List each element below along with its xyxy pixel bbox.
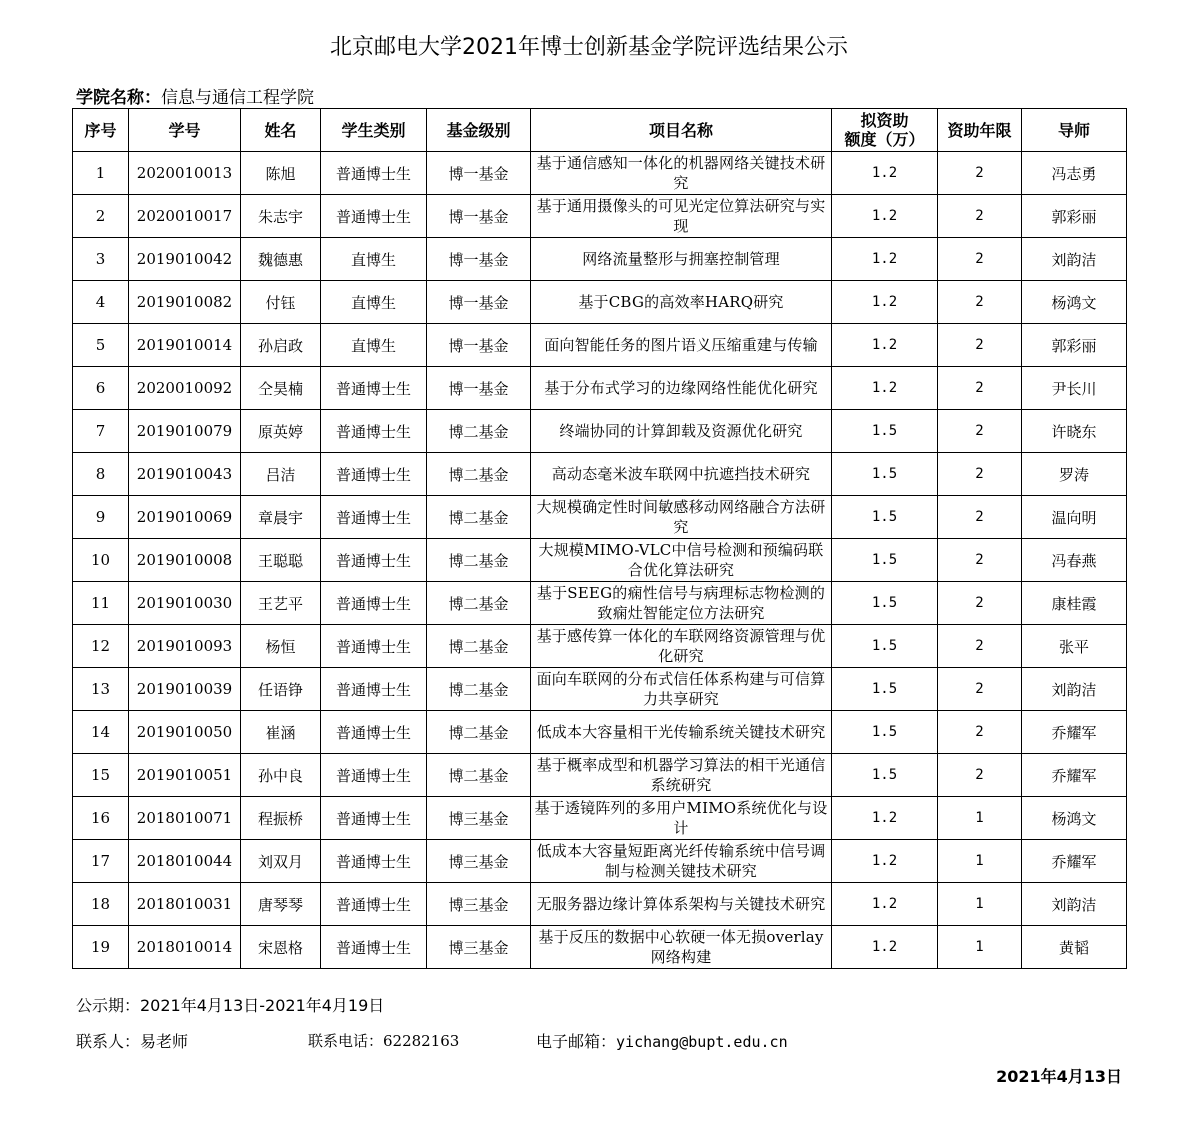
cell-project-name: 高动态毫米波车联网中抗遮挡技术研究 bbox=[531, 453, 832, 496]
table-row bbox=[73, 883, 1127, 926]
cell-student-type: 普通博士生 bbox=[321, 711, 427, 754]
cell-student-id: 2018010031 bbox=[129, 883, 241, 926]
contact-person: 联系人：易老师 bbox=[76, 1032, 189, 1051]
cell-years: 2 bbox=[938, 754, 1022, 797]
college-label: 学院名称： bbox=[76, 88, 161, 108]
cell-advisor: 张平 bbox=[1022, 625, 1127, 668]
cell-name: 宋恩格 bbox=[241, 926, 321, 969]
table-row bbox=[73, 238, 1127, 281]
contact-phone: 联系电话：62282163 bbox=[308, 1032, 460, 1050]
cell-project-name: 面向车联网的分布式信任体系构建与可信算力共享研究 bbox=[531, 668, 832, 711]
cell-years: 2 bbox=[938, 410, 1022, 453]
cell-advisor: 乔耀军 bbox=[1022, 711, 1127, 754]
cell-student-id: 2020010013 bbox=[129, 152, 241, 195]
cell-fund-level: 博二基金 bbox=[427, 711, 531, 754]
cell-index: 10 bbox=[73, 539, 129, 582]
cell-student-id: 2019010039 bbox=[129, 668, 241, 711]
cell-years: 2 bbox=[938, 367, 1022, 410]
email-address: yichang@bupt.edu.cn bbox=[616, 1033, 788, 1051]
cell-amount: 1.2 bbox=[832, 926, 938, 969]
cell-years: 2 bbox=[938, 152, 1022, 195]
header-years: 资助年限 bbox=[938, 109, 1022, 152]
cell-name: 王艺平 bbox=[241, 582, 321, 625]
cell-years: 1 bbox=[938, 883, 1022, 926]
cell-index: 13 bbox=[73, 668, 129, 711]
cell-fund-level: 博二基金 bbox=[427, 496, 531, 539]
cell-fund-level: 博二基金 bbox=[427, 582, 531, 625]
cell-years: 2 bbox=[938, 496, 1022, 539]
cell-student-type: 普通博士生 bbox=[321, 926, 427, 969]
cell-fund-level: 博二基金 bbox=[427, 668, 531, 711]
cell-project-name: 低成本大容量短距离光纤传输系统中信号调制与检测关键技术研究 bbox=[531, 840, 832, 883]
cell-student-id: 2019010008 bbox=[129, 539, 241, 582]
header-amount-line1: 拟资助 bbox=[860, 111, 909, 130]
cell-student-type: 普通博士生 bbox=[321, 195, 427, 238]
cell-fund-level: 博二基金 bbox=[427, 410, 531, 453]
cell-project-name: 基于概率成型和机器学习算法的相干光通信系统研究 bbox=[531, 754, 832, 797]
cell-student-type: 直博生 bbox=[321, 281, 427, 324]
cell-student-id: 2020010092 bbox=[129, 367, 241, 410]
cell-project-name: 基于感传算一体化的车联网络资源管理与优化研究 bbox=[531, 625, 832, 668]
cell-amount: 1.5 bbox=[832, 754, 938, 797]
header-amount bbox=[832, 109, 938, 152]
cell-years: 2 bbox=[938, 453, 1022, 496]
cell-index: 4 bbox=[73, 281, 129, 324]
header-student-id: 学号 bbox=[129, 109, 241, 152]
cell-advisor: 康桂霞 bbox=[1022, 582, 1127, 625]
header-name: 姓名 bbox=[241, 109, 321, 152]
cell-student-id: 2019010051 bbox=[129, 754, 241, 797]
cell-amount: 1.2 bbox=[832, 367, 938, 410]
page-title: 北京邮电大学2021年博士创新基金学院评选结果公示 bbox=[330, 35, 848, 60]
cell-name: 刘双月 bbox=[241, 840, 321, 883]
cell-amount: 1.2 bbox=[832, 883, 938, 926]
cell-name: 任语铮 bbox=[241, 668, 321, 711]
cell-index: 18 bbox=[73, 883, 129, 926]
cell-name: 原英婷 bbox=[241, 410, 321, 453]
results-table bbox=[72, 108, 1127, 969]
cell-index: 9 bbox=[73, 496, 129, 539]
cell-project-name: 基于通信感知一体化的机器网络关键技术研究 bbox=[531, 152, 832, 195]
cell-fund-level: 博一基金 bbox=[427, 367, 531, 410]
cell-name: 章晨宇 bbox=[241, 496, 321, 539]
cell-student-id: 2019010079 bbox=[129, 410, 241, 453]
contact-email bbox=[536, 1029, 788, 1052]
cell-name: 唐琴琴 bbox=[241, 883, 321, 926]
cell-amount: 1.5 bbox=[832, 625, 938, 668]
table-row bbox=[73, 625, 1127, 668]
cell-student-type: 普通博士生 bbox=[321, 754, 427, 797]
cell-student-id: 2019010093 bbox=[129, 625, 241, 668]
cell-fund-level: 博三基金 bbox=[427, 883, 531, 926]
cell-fund-level: 博一基金 bbox=[427, 324, 531, 367]
cell-student-type: 普通博士生 bbox=[321, 797, 427, 840]
cell-amount: 1.5 bbox=[832, 496, 938, 539]
cell-student-id: 2019010042 bbox=[129, 238, 241, 281]
cell-name: 吕洁 bbox=[241, 453, 321, 496]
cell-index: 5 bbox=[73, 324, 129, 367]
cell-project-name: 低成本大容量相干光传输系统关键技术研究 bbox=[531, 711, 832, 754]
cell-project-name: 基于透镜阵列的多用户MIMO系统优化与设计 bbox=[531, 797, 832, 840]
cell-fund-level: 博一基金 bbox=[427, 152, 531, 195]
cell-index: 11 bbox=[73, 582, 129, 625]
cell-project-name: 无服务器边缘计算体系架构与关键技术研究 bbox=[531, 883, 832, 926]
cell-amount: 1.2 bbox=[832, 324, 938, 367]
cell-fund-level: 博二基金 bbox=[427, 453, 531, 496]
cell-index: 1 bbox=[73, 152, 129, 195]
cell-advisor: 乔耀军 bbox=[1022, 840, 1127, 883]
publish-date: 2021年4月13日 bbox=[996, 1067, 1122, 1086]
cell-student-type: 普通博士生 bbox=[321, 410, 427, 453]
cell-fund-level: 博三基金 bbox=[427, 797, 531, 840]
cell-advisor: 罗涛 bbox=[1022, 453, 1127, 496]
cell-advisor: 冯志勇 bbox=[1022, 152, 1127, 195]
cell-index: 8 bbox=[73, 453, 129, 496]
cell-index: 6 bbox=[73, 367, 129, 410]
cell-name: 杨恒 bbox=[241, 625, 321, 668]
cell-student-type: 直博生 bbox=[321, 238, 427, 281]
cell-fund-level: 博二基金 bbox=[427, 625, 531, 668]
cell-student-type: 普通博士生 bbox=[321, 582, 427, 625]
cell-advisor: 温向明 bbox=[1022, 496, 1127, 539]
table-row bbox=[73, 754, 1127, 797]
cell-student-type: 普通博士生 bbox=[321, 152, 427, 195]
table-row bbox=[73, 711, 1127, 754]
cell-project-name: 基于分布式学习的边缘网络性能优化研究 bbox=[531, 367, 832, 410]
cell-student-id: 2019010050 bbox=[129, 711, 241, 754]
cell-amount: 1.5 bbox=[832, 711, 938, 754]
header-amount-line2: 额度（万） bbox=[844, 130, 925, 149]
header-student-type: 学生类别 bbox=[321, 109, 427, 152]
cell-amount: 1.5 bbox=[832, 668, 938, 711]
cell-fund-level: 博二基金 bbox=[427, 754, 531, 797]
cell-advisor: 黄韬 bbox=[1022, 926, 1127, 969]
cell-student-type: 普通博士生 bbox=[321, 496, 427, 539]
table-row bbox=[73, 668, 1127, 711]
cell-student-type: 普通博士生 bbox=[321, 883, 427, 926]
cell-student-type: 普通博士生 bbox=[321, 453, 427, 496]
cell-advisor: 杨鸿文 bbox=[1022, 797, 1127, 840]
cell-student-type: 普通博士生 bbox=[321, 539, 427, 582]
cell-years: 2 bbox=[938, 668, 1022, 711]
cell-index: 12 bbox=[73, 625, 129, 668]
college-value: 信息与通信工程学院 bbox=[161, 88, 314, 108]
table-row bbox=[73, 453, 1127, 496]
cell-student-type: 普通博士生 bbox=[321, 840, 427, 883]
cell-project-name: 大规模MIMO-VLC中信号检测和预编码联合优化算法研究 bbox=[531, 539, 832, 582]
cell-student-type: 直博生 bbox=[321, 324, 427, 367]
table-row bbox=[73, 926, 1127, 969]
cell-advisor: 刘韵洁 bbox=[1022, 238, 1127, 281]
cell-years: 2 bbox=[938, 539, 1022, 582]
table-header-row bbox=[73, 109, 1127, 152]
cell-name: 朱志宇 bbox=[241, 195, 321, 238]
cell-fund-level: 博一基金 bbox=[427, 195, 531, 238]
table-row bbox=[73, 281, 1127, 324]
table-row bbox=[73, 582, 1127, 625]
cell-name: 程振桥 bbox=[241, 797, 321, 840]
table-row bbox=[73, 324, 1127, 367]
cell-project-name: 基于SEEG的痫性信号与病理标志物检测的致痫灶智能定位方法研究 bbox=[531, 582, 832, 625]
table-row bbox=[73, 367, 1127, 410]
table-row bbox=[73, 410, 1127, 453]
cell-advisor: 冯春燕 bbox=[1022, 539, 1127, 582]
cell-index: 7 bbox=[73, 410, 129, 453]
cell-advisor: 刘韵洁 bbox=[1022, 668, 1127, 711]
cell-student-id: 2019010014 bbox=[129, 324, 241, 367]
cell-years: 1 bbox=[938, 926, 1022, 969]
cell-fund-level: 博二基金 bbox=[427, 539, 531, 582]
cell-amount: 1.2 bbox=[832, 152, 938, 195]
cell-advisor: 许晓东 bbox=[1022, 410, 1127, 453]
cell-index: 17 bbox=[73, 840, 129, 883]
table-row bbox=[73, 152, 1127, 195]
header-advisor: 导师 bbox=[1022, 109, 1127, 152]
header-project-name: 项目名称 bbox=[531, 109, 832, 152]
cell-student-type: 普通博士生 bbox=[321, 625, 427, 668]
header-fund-level: 基金级别 bbox=[427, 109, 531, 152]
cell-index: 2 bbox=[73, 195, 129, 238]
cell-student-id: 2019010043 bbox=[129, 453, 241, 496]
table-row bbox=[73, 797, 1127, 840]
cell-index: 15 bbox=[73, 754, 129, 797]
cell-advisor: 尹长川 bbox=[1022, 367, 1127, 410]
cell-student-id: 2019010030 bbox=[129, 582, 241, 625]
cell-student-id: 2018010044 bbox=[129, 840, 241, 883]
cell-project-name: 面向智能任务的图片语义压缩重建与传输 bbox=[531, 324, 832, 367]
cell-name: 王聪聪 bbox=[241, 539, 321, 582]
cell-name: 孙中良 bbox=[241, 754, 321, 797]
cell-name: 孙启政 bbox=[241, 324, 321, 367]
cell-student-id: 2020010017 bbox=[129, 195, 241, 238]
email-label: 电子邮箱： bbox=[536, 1032, 617, 1051]
cell-amount: 1.2 bbox=[832, 281, 938, 324]
cell-years: 2 bbox=[938, 711, 1022, 754]
header-index: 序号 bbox=[73, 109, 129, 152]
publicity-period: 公示期：2021年4月13日-2021年4月19日 bbox=[76, 996, 385, 1015]
cell-student-type: 普通博士生 bbox=[321, 367, 427, 410]
cell-student-type: 普通博士生 bbox=[321, 668, 427, 711]
cell-project-name: 大规模确定性时间敏感移动网络融合方法研究 bbox=[531, 496, 832, 539]
cell-index: 14 bbox=[73, 711, 129, 754]
cell-amount: 1.5 bbox=[832, 582, 938, 625]
cell-years: 1 bbox=[938, 797, 1022, 840]
cell-years: 2 bbox=[938, 324, 1022, 367]
cell-student-id: 2019010069 bbox=[129, 496, 241, 539]
cell-name: 付钰 bbox=[241, 281, 321, 324]
cell-student-id: 2019010082 bbox=[129, 281, 241, 324]
cell-project-name: 终端协同的计算卸载及资源优化研究 bbox=[531, 410, 832, 453]
table-row bbox=[73, 496, 1127, 539]
table-row bbox=[73, 840, 1127, 883]
cell-project-name: 基于通用摄像头的可见光定位算法研究与实现 bbox=[531, 195, 832, 238]
cell-amount: 1.5 bbox=[832, 539, 938, 582]
cell-amount: 1.2 bbox=[832, 840, 938, 883]
cell-amount: 1.2 bbox=[832, 797, 938, 840]
cell-fund-level: 博三基金 bbox=[427, 926, 531, 969]
table-row bbox=[73, 195, 1127, 238]
cell-student-id: 2018010071 bbox=[129, 797, 241, 840]
cell-name: 仝昊楠 bbox=[241, 367, 321, 410]
cell-fund-level: 博三基金 bbox=[427, 840, 531, 883]
cell-amount: 1.5 bbox=[832, 453, 938, 496]
cell-years: 2 bbox=[938, 238, 1022, 281]
cell-advisor: 杨鸿文 bbox=[1022, 281, 1127, 324]
table-row bbox=[73, 539, 1127, 582]
cell-fund-level: 博一基金 bbox=[427, 281, 531, 324]
cell-name: 魏德惠 bbox=[241, 238, 321, 281]
cell-index: 19 bbox=[73, 926, 129, 969]
cell-amount: 1.2 bbox=[832, 195, 938, 238]
cell-index: 3 bbox=[73, 238, 129, 281]
cell-index: 16 bbox=[73, 797, 129, 840]
cell-years: 2 bbox=[938, 281, 1022, 324]
cell-name: 崔涵 bbox=[241, 711, 321, 754]
cell-advisor: 刘韵洁 bbox=[1022, 883, 1127, 926]
college-name bbox=[76, 83, 314, 108]
cell-years: 2 bbox=[938, 195, 1022, 238]
cell-advisor: 乔耀军 bbox=[1022, 754, 1127, 797]
cell-project-name: 基于CBG的高效率HARQ研究 bbox=[531, 281, 832, 324]
cell-project-name: 网络流量整形与拥塞控制管理 bbox=[531, 238, 832, 281]
cell-name: 陈旭 bbox=[241, 152, 321, 195]
cell-years: 2 bbox=[938, 582, 1022, 625]
cell-fund-level: 博一基金 bbox=[427, 238, 531, 281]
cell-years: 1 bbox=[938, 840, 1022, 883]
cell-student-id: 2018010014 bbox=[129, 926, 241, 969]
cell-advisor: 郭彩丽 bbox=[1022, 324, 1127, 367]
cell-advisor: 郭彩丽 bbox=[1022, 195, 1127, 238]
cell-project-name: 基于反压的数据中心软硬一体无损overlay网络构建 bbox=[531, 926, 832, 969]
cell-years: 2 bbox=[938, 625, 1022, 668]
cell-amount: 1.5 bbox=[832, 410, 938, 453]
cell-amount: 1.2 bbox=[832, 238, 938, 281]
